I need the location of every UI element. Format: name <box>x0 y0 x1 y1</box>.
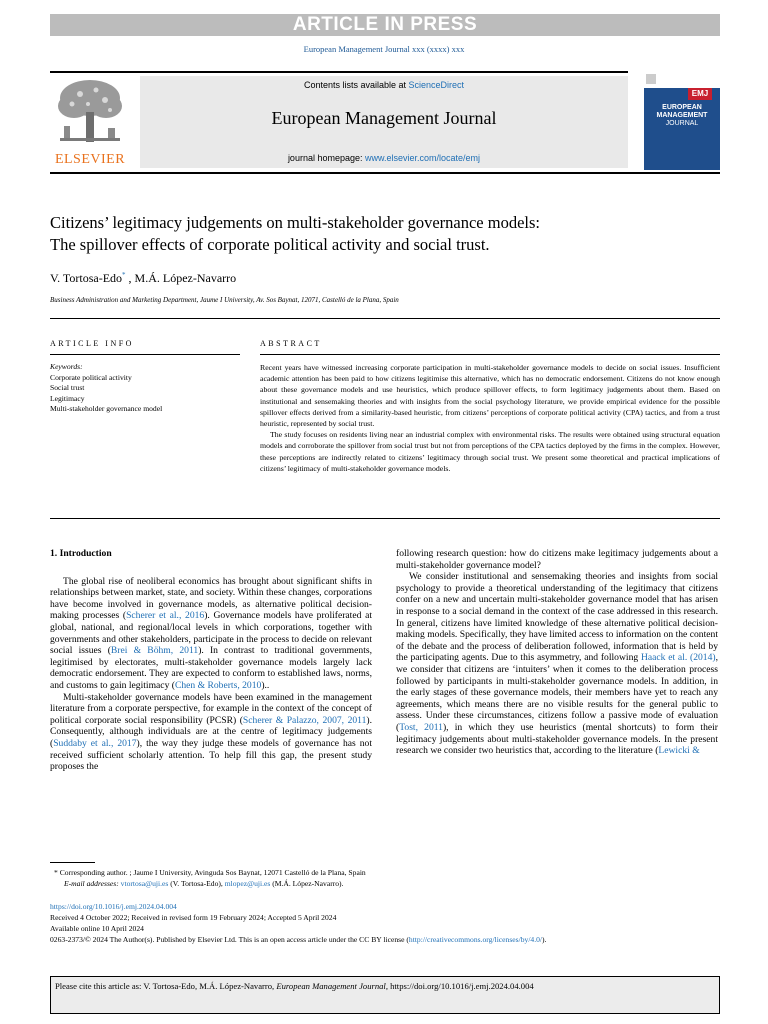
citation-link[interactable]: Chen & Roberts, 2010 <box>174 679 262 691</box>
info-heading-rule <box>50 354 240 355</box>
abstract-body <box>260 362 720 474</box>
corresponding-author-note <box>50 867 720 878</box>
title-line-2: The spillover effects of corporate political activity and social trust. <box>50 235 490 254</box>
article-title <box>50 212 720 256</box>
keyword-item[interactable]: Multi-stakeholder governance model <box>50 404 163 414</box>
cover-badge: EMJ <box>691 89 709 98</box>
email-link-1[interactable]: vtortosa@uji.es <box>120 879 169 888</box>
available-online: Available online 10 April 2024 <box>50 924 144 933</box>
citation-link[interactable]: Haack et al. (2014) <box>640 652 716 664</box>
body-left-column <box>50 548 372 773</box>
body-paragraph <box>50 576 372 692</box>
masthead-bottom-rule <box>50 172 720 174</box>
abstract-paragraph-2: The study focuses on residents living near an industrial complex with environmental risks. The results were obtained using structural equation models and corroborate the spillover from social trust but not from perceptions of the CPA tactics deployed by the firms in the complex. However, these perceptions are indirectly related to citizens’ legitimacy through social trust. We present some theoretical and practical implications of citizens’ legitimacy of multi-stakeholder governance models. <box>260 430 720 473</box>
author-1[interactable]: V. Tortosa-Edo <box>50 271 123 285</box>
journal-title: European Management Journal <box>271 108 497 128</box>
keywords-block <box>50 362 240 415</box>
corresponding-text: Corresponding author. ; Jaume I University, Avinguda Sos Baynat, 12071 Castelló de la Plana, Spain <box>59 868 366 877</box>
doi-link[interactable]: https://doi.org/10.1016/j.emj.2024.04.004 <box>50 902 177 911</box>
citation-journal: European Management Journal <box>276 981 386 991</box>
received-dates: Received 4 October 2022; Received in revised form 19 February 2024; Accepted 5 April 2024 <box>50 913 337 922</box>
journal-cover-image <box>644 72 720 170</box>
license-link[interactable]: http://creativecommons.org/licenses/by/4.0/ <box>408 935 543 944</box>
text: We consider institutional and sensemaking theories and insights from social psychology to provide a theoretical understanding of the legitimacy that citizens confer on a new and uncertain multi-stakeholder governance model that has arisen in response to a social demand in the context of the case addressed in this research. In general, citizens have limited knowledge of these alternative political decision-making models. Specifically, they have limited access to information on the content of the debate and the process of deliberation followed, information that is held by the participating agents. Due to this asymmetry, and following <box>396 571 718 664</box>
citation-box <box>50 976 720 1014</box>
bibliographic-info <box>50 901 730 945</box>
cover-line3: JOURNAL <box>665 120 699 127</box>
email-label: E-mail addresses: <box>64 879 119 888</box>
publisher-wordmark: ELSEVIER <box>54 152 126 167</box>
text: The global rise of neoliberal economics has brought about significant shifts in relationships between market, state, and society. Within these changes, corporations have become involved in governance models, as alternative political decision-making processes ( <box>50 575 372 622</box>
journal-reference[interactable]: European Management Journal xxx (xxxx) xxx <box>303 44 465 54</box>
email-note <box>50 878 720 889</box>
text: ). Consequently, although individuals are at the centre of legitimacy judgements ( <box>50 714 373 749</box>
citation-link[interactable]: Scherer & Palazzo, 2007, 2011 <box>242 714 367 726</box>
article-info-heading: ARTICLE INFO <box>50 339 134 348</box>
citation-suffix[interactable]: , https://doi.org/10.1016/j.emj.2024.04.004 <box>385 981 534 991</box>
email-name-2: (M.Á. López-Navarro). <box>270 879 344 888</box>
homepage-prefix: journal homepage: <box>287 153 365 163</box>
masthead-top-rule <box>50 71 628 73</box>
citation-link[interactable]: Tost, 2011 <box>399 721 443 733</box>
citation-link[interactable]: Brei & Böhm, 2011 <box>110 645 199 657</box>
keyword-item[interactable]: Legitimacy <box>50 393 85 403</box>
citation-link[interactable]: Lewicki & <box>658 745 700 757</box>
cover-title <box>646 104 718 128</box>
license-suffix: ). <box>542 935 547 944</box>
abstract-bottom-rule <box>50 518 720 519</box>
text: ). In contrast to traditional governments, legitimised by electorates, multi-stakeholder governance models largely lack democratic endorsement. They are expected to conform to established laws, norms, and customs to gain legitimacy ( <box>50 645 372 691</box>
cover-line2: MANAGEMENT <box>656 112 708 119</box>
text: ), the way they judge these models of governance has not received sufficient scholarly attention. To help fill this gap, the present study proposes the <box>50 737 372 773</box>
contents-prefix: Contents lists available at <box>303 80 409 90</box>
elsevier-logo <box>50 76 130 168</box>
text: ), in which they use heuristics (mental shortcuts) to form their legitimacy judgements about multi-stakeholder governance models. In the present research we consider two heuristics that, according to the literature ( <box>396 721 719 757</box>
text: Multi-stakeholder governance models have been examined in the management literature from a corporate perspective, for example in the context of the concept of political corporate social responsibility (PCSR) ( <box>50 691 372 726</box>
sciencedirect-link[interactable]: ScienceDirect <box>408 80 465 90</box>
article-in-press-banner: ARTICLE IN PRESS <box>50 14 720 36</box>
text: , we consider that citizens are ‘intuiters’ when it comes to the deliberation process followed by participants in multi-stakeholder governance models. In addition, in the early stages of these governance models, their members have yet to reach any agreements, which means there are no visible results for the general public to assess. Under these circumstances, citizens follow a passive mode of evaluation ( <box>396 652 718 733</box>
email-link-2[interactable]: mlopez@uji.es <box>224 879 271 888</box>
body-paragraph: following research question: how do citizens make legitimacy judgements about a multi-stakeholder governance model? <box>396 548 718 571</box>
body-paragraph <box>396 571 718 757</box>
footnotes <box>50 867 720 889</box>
footnote-rule <box>50 862 95 863</box>
info-top-rule <box>50 318 720 319</box>
citation-prefix: Please cite this article as: V. Tortosa-Edo, M.Á. López-Navarro, <box>55 981 277 991</box>
citation-link[interactable]: Scherer et al., 2016 <box>126 610 205 622</box>
license-line <box>50 934 730 945</box>
text: ).. <box>261 679 270 691</box>
footnote-mark: * <box>54 868 58 877</box>
homepage-link[interactable]: www.elsevier.com/locate/emj <box>365 153 481 163</box>
email-name-1: (V. Tortosa-Edo), <box>168 879 225 888</box>
keywords-label: Keywords: <box>50 362 83 371</box>
author-separator: , <box>125 271 135 285</box>
abstract-paragraph-1: Recent years have witnessed increasing corporate participation in multi-stakeholder governance models to decide on social issues. Insufficient academic attention has been paid to how citizens legitimise this alternative, which has no democratic endorsement. Citizens do not know enough about these governance models and use heuristics, which produce spillover effects, to form legitimacy judgements about them. Based on institutional and sensemaking theories and with insights from the social psychology literature, we provide empirical evidence for the possible spillover effects derived from a similarity-based heuristic, from citizens’ perceptions of corporate political activity (CPA) tactics, and from a trust heuristic, represented by social trust. <box>260 363 720 429</box>
contents-line <box>140 80 628 90</box>
corresponding-mark[interactable]: * <box>122 271 126 279</box>
affiliation: Business Administration and Marketing Department, Jaume I University, Av. Sos Baynat, 12071, Castelló de la Plana, Spain <box>50 296 399 304</box>
abstract-heading: ABSTRACT <box>260 339 322 348</box>
elsevier-tree-icon <box>50 76 130 152</box>
body-right-column <box>396 548 718 757</box>
masthead-center <box>140 76 628 168</box>
citation-link[interactable]: Suddaby et al., 2017 <box>53 737 137 749</box>
abstract-heading-rule <box>260 354 720 355</box>
text: ). Governance models have proliferated at global, national, and regional/local levels in which corporations, together with governments and other stakeholders, participate in the process to decide on relevant social issues ( <box>50 610 372 657</box>
body-paragraph <box>50 692 372 773</box>
intro-heading: 1. Introduction <box>50 548 112 559</box>
homepage-line <box>140 153 628 163</box>
cover-line1: EUROPEAN <box>662 104 702 111</box>
title-line-1: Citizens’ legitimacy judgements on multi-stakeholder governance models: <box>50 213 540 232</box>
keyword-item[interactable]: Social trust <box>50 383 85 393</box>
keyword-item[interactable]: Corporate political activity <box>50 372 132 382</box>
author-list <box>50 271 236 286</box>
license-prefix: 0263-2373/© 2024 The Author(s). Published by Elsevier Ltd. This is an open access article under the CC BY license ( <box>50 935 409 944</box>
author-2[interactable]: M.Á. López-Navarro <box>134 271 237 285</box>
